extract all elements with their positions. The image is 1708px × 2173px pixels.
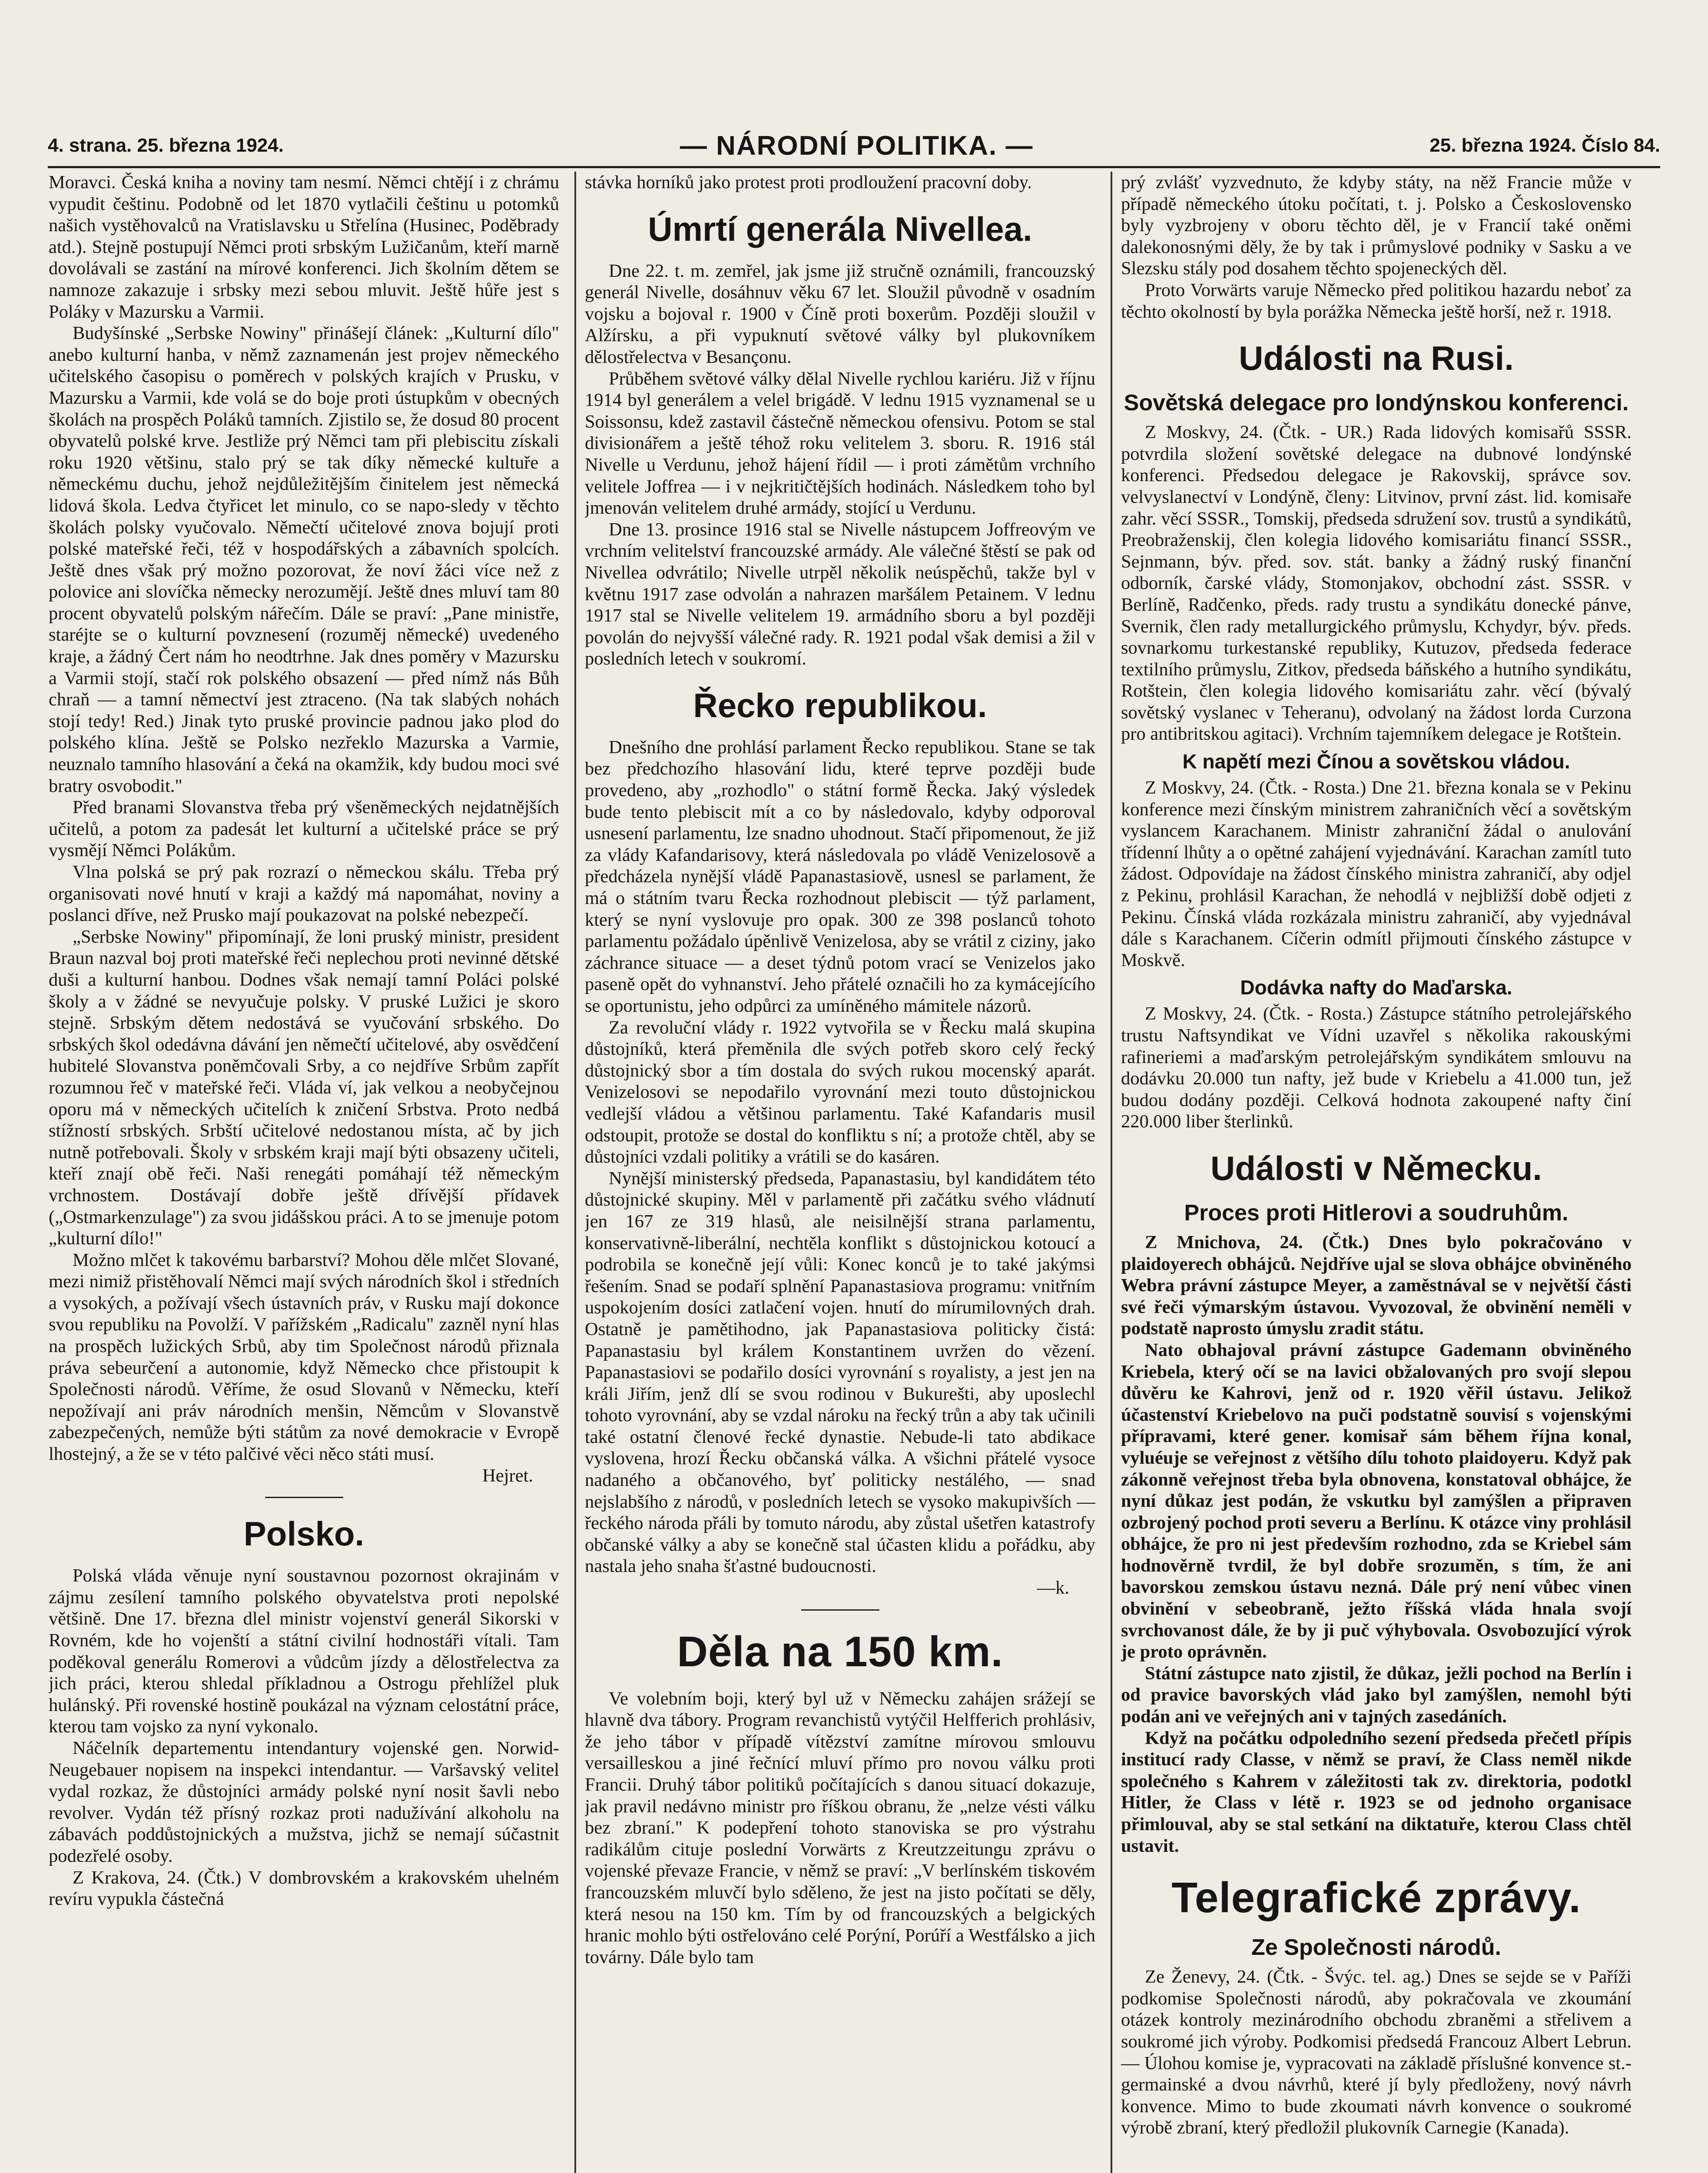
paragraph: Možno mlčet k takovému barbarství? Mohou děle mlčet Slované, mezi nimiž přistěhovalí Němci mají svých národních škol i středních a vysokých, a požívají všech ústavních práv, v Rusku mají dokonce svou republiku na Povolží. V pařížském „Radicalu" zazněl nyní hlas na prospěch lužických Srbů, aby tim Společnost národů přiznala práva sebeurčení a autonomie, když Německo chce přistoupit k Společnosti národů. Věříme, že osud Slovanů v Německu, kteří nepožívají ani práv národních menšin, Němcům v Slovanstvě zabezpečených, nemůže býti státům za nové demokracie v Evropě lhostejný, a že se v této palčivé věci něco státi musí. [49,1249,559,1465]
paragraph: „Serbske Nowiny" připomínají, že loni pruský ministr, president Braun nazval boj proti mateřské řeči neplechou proti nevinné dětské duši a kulturní hanbou. Dodnes však nemají tamní Poláci polské školy a v žádné se nevyučuje polsky. V pruské Lužici je skoro stejně. Srbským dětem nedostává se vyučování srbského. Do srbských škol odedávna dávání jen němečtí učitelové, aby osvědčení hubitelé Slovanstva poněmčovali Srby, a co nejdříve Srbům zapřít rozumnou řeč v mateřské řeči. Vláda ví, jak velkou a neobyčejnou oporu má v německých učitelích k zničení Srbstva. Proto nedbá stížností srbských. Srbští učitelové nedostanou místa, ač by jich nutně potřebovali. Školy v srbském kraji mají býti obsazeny učiteli, kteří znají obě řeči. Naši renegáti pomáhají též německým vrchnostem. Dostávají dobře ještě dřívější přídavek („Ostmarkenzulage") za svou jidášskou práci. A to se jmenuje potom „kulturní dílo!" [49,926,559,1249]
headline-rusi: Události na Rusi. [1239,339,1514,378]
headline-polsko: Polsko. [243,1515,365,1553]
paragraph: Nynější ministerský předseda, Papanastasiu, byl kandidátem této důstojnické skupiny. Měl v parlamentě při začátku svého vládnutí jen 167 ze 319 hlasů, ale neisilnější strana parlamentu, konservativně-liberální, nechtěla konflikt s důstojnickou kotoucí a podrobila se konečně její vůli: Konec konců je to také jakýmsi řešením. Snad se podaří splnění Papanastasiova programu: vnitřním uspokojením dosíci zatlačení vojen. hnutí do mírumilovných drah. Ostatně je pamětihodno, jak Papanastasiova politicky čistá: Papanastasiu byl králem Konstantinem uvržen do vězení. Papanastasiovi se podařilo dosíci vyrovnání s royalisty, a jest jen na králi Jiřím, jenž dlí se svou rodinou v Bukurešti, aby uposlechl tohoto vyrovnání, aby se vzdal nároku na řecký trůn a aby tak učinili také ostatní členové řecké dynastie. Nebude-li tato abdikace vyslovena, hrozí Řecku občanská válka. A všichni přátelé vysoce nadaného a občanového, byť politicky nestálého, — snad nejslabšího z národů, v posledních letech se vysoko makupivších — řeckého národa přáli by tomuto národu, aby zůstal ušetřen katastrofy občanské války a aby se konečně stal účasten klidu a pořádku, aby nastala jeho snaha šťastné budoucnosti. [585,1168,1095,1577]
paragraph: Proto Vorwärts varuje Německo před politikou hazardu neboť za těchto okolností by byla porážka Německa ještě horší, než r. 1918. [1121,279,1632,322]
column-1 [49,172,559,2173]
column-divider [574,172,576,2173]
paragraph: Před branami Slovanstva třeba prý všeněmeckých nejdatnějších učitelů, a potom za padesát let kulturní a učitelské práce se prý vysmějí Němci Polákům. [49,797,559,861]
author-signature: —k. [1037,1578,1069,1598]
headline-nivelle: Úmrtí generála Nivellea. [648,209,1032,248]
paragraph: prý zvlášť vyzvednuto, že kdyby státy, na něž Francie může v případě německého útoku počítati, t. j. Polsko a Československo byly vyzbrojeny v oboru těchto děl, je v Francií také oněmi dalekonosnými děly, že by tak i průmyslové podniky v Sasku a ve Slezsku stály pod dosahem těchto spojeneckých děl. [1121,172,1632,279]
paragraph: Ve volebním boji, který byl už v Německu zahájen srážejí se hlavně dva tábory. Program revanchistů vytýčil Helfferich prohlásiv, že jeho tábor v případě vítězství zamítne mírovou smlouvu versailleskou a jiné řečnící mluví přímo pro novou válku proti Francii. Druhý tábor politiků počítajících s danou situací dokazuje, jak pravil nedávno ministr pro říškou obranu, že „nelze vésti válku bez zbraní." K podepření tohoto stanoviska se pro výstrahu radikálům cituje poslední Vorwärts z Kreutzzeitungu zprávu o vojenské převaze Francie, v němž se praví: „V berlínském tiskovém francouzském mluvčí bylo sděleno, že jest na jisto počítati se děly, která nesou na 150 km. Tím by od francouzských a belgických hranic mohlo býti ostřelováno celé Porýní, Porúří a Westfálsko a jich továrny. Dále bylo tam [585,1688,1095,1967]
divider [265,1497,343,1498]
masthead: — NÁRODNÍ POLITIKA. — [680,130,1034,161]
paragraph: Nato obhajoval právní zástupce Gademann obviněného Kriebela, který očí se na lavici obžalovaných pro svojí slepou důvěru ke Kahrovi, jenž od r. 1920 věřil ústavu. Jelikož účastenství Kriebelovo na puči podstatně souvisí s vojenskými přípravami, které gener. komisař sám během října konal, vyluéuje se veřejnost z většího dílu tohoto plaidoyeru. Když pak zákonně veřejnost třeba byla obnovena, konstatoval obhájce, že nyní důkaz jest podán, že vskutku byl zamýšlen a připraven ozbrojený pochod proti severu a Berlínu. K otázce viny prohlásil obhájce, že pro ni jest především rozhodno, zda se Kriebel sám hodnověrně tvrdil, že byl dobře srozuměn, s tím, že ani bavorskou zemskou ústavu nezná. Dále prý není vůbec vinen obvinění v sebeobraně, ježto říšská vláda hnala svojí svrchovanost dále, že by ji puč výhybovala. Osvobozující výrok je proto oprávněn. [1121,1339,1632,1662]
headline-recko: Řecko republikou. [693,686,987,724]
subheadline: K napětí mezi Čínou a sovětskou vládou. [1182,750,1570,773]
paragraph: Budyšínské „Serbske Nowiny" přinášejí článek: „Kulturní dílo" anebo kulturní hanba, v němž zaznamenán jest projev německého učitelského časopisu o poměrech v polských krajích v Prusku, v Mazursku a Varmii, kde volá se do boje proti ústupkům v obecných školách na prospěch Poláků tamních. Zjistilo se, že dosud 80 procent obyvatelů polské krve. Jestliže prý Němci tam při plebiscitu získali roku 1920 většinu, stalo prý se tak díky německé kultuře a německému duchu, jehož nejdůležitějším činitelem jest německá lidová škola. Ledva čtyřicet let minulo, co se napo-sledy v těchto školách polsky vyučovalo. Němečtí učitelové znova bojují proti polské mateřské řeči, též v hospodářských a zábavních spolcích. Ještě dnes však prý možno pozorovat, že noví žáci více než z polovice ani slovíčka německy nerozumějí. Ještě dnes mluví tam 80 procent obyvatelů polským nářečím. Dále se praví: „Pane ministře, staréjte se o kulturní povznesení (rozuměj německé) uvedeného kraje, a žádný Čert nám ho neodtrhne. Jak dnes poměry v Mazursku a Varmii stojí, stačí rok polského obsazení — před nímž nás Bůh chraň — a tamní němectví jest ztraceno. (Na tak slabých nohách stojí tedy! Red.) Jinak tyto pruské provincie padnou jako plod do polského klína. Ještě se Polsko nezřeklo Mazurska a Varmie, neuznalo tamního hlasování a čeká na okamžik, kdy budou moci své bratry osvobodit." [49,323,559,796]
author-signature: Hejret. [482,1465,533,1486]
paragraph: Z Mnichova, 24. (Čtk.) Dnes bylo pokračováno v plaidoyerech obhájců. Nejdříve ujal se slova obhájce obviněného Webra právní zástupce Meyer, a zaměstnával se v největší části své řeči výmarským ústavou. Vyvozoval, že obvinění neměli v podstatě naprosto úmyslu zradit státu. [1121,1232,1632,1339]
paragraph: Průběhem světové války dělal Nivelle rychlou kariéru. Již v říjnu 1914 byl generálem a velel brigádě. V lednu 1915 vyznamenal se u Soissonsu, kdež zastavil částečně německou ofensivu. Potom se stal divisionářem a ještě téhož roku velitelem 3. sboru. R. 1916 stál Nivelle u Verdunu, jehož hájení řídil — i proti zámětům vrchního velitele Joffrea — i v nejkritičtějších hodinách. Následkem toho byl jmenován velitelem druhé armády, stojící u Verdunu. [585,368,1095,518]
paragraph: Vlna polská se prý pak rozrazí o německou skálu. Třeba prý organisovati nové hnutí v kraji a každý má napomáhat, noviny a poslanci dříve, než Prusko mají poukazovat na polské nebezpečí. [49,862,559,926]
header-left: 4. strana. 25. března 1924. [48,135,284,156]
page-header [48,126,1660,165]
column-2 [585,172,1095,2173]
paragraph: Ze Ženevy, 24. (Čtk. - Švýc. tel. ag.) Dnes se sejde se v Paříži podkomise Společnosti národů, aby pokračovala ve zkoumání otázek kontroly mezinárodního obchodu zbraněmi a střelivem a soukromé jich výroby. Podkomisi předsedá Francouz Albert Lebrun. — Úlohou komise je, vypracovati na základě příslušné konvence st.-germainské a dvou návrhů, které jí byly předloženy, nový návrh konvence. Mimo to bude zkoumati návrh konvence o soukromé výrobě zbraní, který předložil plukovník Carnegie (Kanada). [1121,1967,1632,2138]
column-3 [1121,172,1632,2173]
paragraph: Z Krakova, 24. (Čtk.) V dombrovském a krakovském uhelném revíru vypukla částečná [49,1867,559,1910]
paragraph: Dne 13. prosince 1916 stal se Nivelle nástupcem Joffreovým ve vrchním velitelství francouzské armády. Ale válečné štěstí se pak od Nivellea odvrátilo; Nivelle utrpěl několik neúspěchů, takže byl v květnu 1917 zase odvolán a nahrazen maršálem Petainem. V lednu 1917 stal se Nivelle velitelem 19. armádního sboru a byl později povolán do nejvyšší válečné rady. R. 1921 podal však demisi a žil v posledních letech v soukromí. [585,519,1095,669]
paragraph: Z Moskvy, 24. (Čtk. - Rosta.) Dne 21. března konala se v Pekinu konference mezi čínským ministrem zahraničních věcí a sovětským vyslancem Karachanem. Ministr zahraniční žádal o anulování třídenní lhůty a o opětné zahájení vyjednávání. Karachan zamítl tuto žádost. Odpovídaje na žádost čínského ministra zahraničí, aby odjel z Pekinu, prohlásil Karachan, že nehodlá v nejbližší době odjeti z Pekinu. Čínská vláda rozkázala ministru zahraničí, aby vyjednával dále s Karachanem. Cíčerin odmítl přijmouti čínského zástupce v Moskvě. [1121,777,1632,970]
column-divider [1111,172,1112,2173]
headline-nemecko: Události v Německu. [1211,1149,1542,1187]
paragraph: Náčelník departementu intendantury vojenské gen. Norwid-Neugebauer nopisem na inspekci intendantur. — Varšavský velitel vydal rozkaz, že důstojníci armády polské nyní nosit šavli nebo revolver. Vydán též přísný rozkaz proti nadužívání alkoholu na zábavách poddůstojnických a mužstva, jichž se nemají súčastnit podezřelé osoby. [49,1738,559,1866]
paragraph: stávka horníků jako protest proti prodloužení pracovní doby. [585,172,1032,193]
paragraph: Státní zástupce nato zjistil, že důkaz, ježli pochod na Berlín i od pravice bavorských vlád jako byl zamýšlen, nemohl býti podán ani ve veřejných ani v tajných zasedáních. [1121,1663,1632,1727]
header-rule [48,166,1660,168]
headline-dela: Děla na 150 km. [677,1627,1003,1675]
subheadline: Proces proti Hitlerovi a soudruhům. [1184,1200,1569,1226]
subheadline: Dodávka nafty do Maďarska. [1240,976,1512,999]
paragraph: Moravci. Česká kniha a noviny tam nesmí. Němci chtějí i z chrámu vypudit češtinu. Podobně od let 1870 vytlačili češtinu u potomků našich vystěhovalců na Vratislavsku u Střelína (Husinec, Poděbrady atd.). Stejně postupují Němci proti srbským Lužičanům, kteří marně dovolávali se zastání na mírové konferenci. Jich školním dětem se namnoze zakazuje i srbsky mezi sebou mluvit. Ještě hůře jest s Poláky v Mazursku a Varmii. [49,172,559,322]
subheadline: Sovětská delegace pro londýnskou konferenci. [1124,390,1629,416]
header-right: 25. března 1924. Číslo 84. [1429,135,1660,156]
paragraph: Z Moskvy, 24. (Čtk. - Rosta.) Zástupce státního petrolejářského trustu Naftsyndikat ve Vídni uzavřel s několika rakouskými rafineriemi a maďarským petrolejářským syndikátem smlouvu na dodávku 20.000 tun nafty, jež bude v Kriebelu a 41.000 tun, jež budou dodány později. Celková hodnota zakoupené nafty činí 220.000 liber šterlinků. [1121,1003,1632,1132]
paragraph: Dnešního dne prohlásí parlament Řecko republikou. Stane se tak bez předchozího hlasování lidu, které teprve později bude provedeno, aby „rozhodlo" o státní formě Řecka. Jaký výsledek bude tento plebiscit mít a co by následovalo, kdyby odporoval usnesení parlamentu, lze snadno uhodnout. Stačí připomenout, že již za vlády Kafandarisovy, která následovala po vládě Venizelosově a předcházela nynější vládě Papanastasiově, usnesl se parlament, že má o státním tvaru Řecka rozhodnout plebiscit — týž parlament, který se nyní vyslovuje pro opak. 300 ze 398 poslanců tohoto parlamentu požádalo úpěnlivě Venizelosa, aby se vrátil z ciziny, jako záchrance situace — a deset týdnů potom vrací se Venizelos jako paseně opět do vyhnanství. Jeho přátelé označili ho za kymácejícího se oportunistu, jeho odpůrci za umíněného mámitele názorů. [585,737,1095,1016]
subheadline: Ze Společnosti národů. [1251,1935,1501,1960]
paragraph: Polská vláda věnuje nyní soustavnou pozornost okrajinám v zájmu zesílení tamního polského obyvatelstva proti nepolské většině. Dne 17. března dlel ministr vojenství generál Sikorski v Rovném, kde ho vojenští a státní civilní hodnostáři vítali. Tam poděkoval generálu Romerovi a vůdcům jízdy a dělostřelectva za jich práci, kterou shledal příkladnou a Ostrogu přehlížel pluk hulánský. Při rovenské hostině poukázal na význam celostátní práce, kterou tam vojsko za nyní vykonalo. [49,1565,559,1737]
paragraph: Dne 22. t. m. zemřel, jak jsme již stručně oznámili, francouzský generál Nivelle, dosáhnuv věku 67 let. Sloužil původně v osadním vojsku a bojoval r. 1900 v Číně proti boxerům. Později sloužil v Alžírsku, a při vypuknutí světové války byl plukovníkem dělostřelectva v Besançonu. [585,260,1095,367]
paragraph: Z Moskvy, 24. (Čtk. - UR.) Rada lidových komisařů SSSR. potvrdila složení sovětské delegace na dubnové londýnské konferenci. Předsedou delegace je Rakovskij, správce sov. velvyslanectví v Londýně, členy: Litvinov, první zást. lid. komisaře zahr. věcí SSSR., Tomskij, předseda sdružení sov. trustů a syndikátů, Preobraženskij, člen kolegia lidového komisariátu financí SSSR., Sejnmann, býv. před. sov. stát. banky a žádný ruský finanční odborník, čarské vlády, Stomonjakov, obchodní zást. SSSR. v Berlíně, Radčenko, předs. rady trustu a syndikátu donecké pánve, Svernik, člen rady metallurgického průmyslu, Kchydyr, býv. předs. sovnarkomu turkestanské republiky, Kutuzov, předseda federace textilního průmyslu, Zitkov, předseda báňského a hutního syndikátu, Rotštein, člen kolegia lidového komisariátu zahr. věcí (bývalý sovětský vyslanec v Teheranu), odvolaný na žádost lorda Curzona pro antibritskou agitaci). Vrchním tajemníkem delegace je Rotštein. [1121,422,1632,744]
headline-telegraficke: Telegrafické zprávy. [1171,1874,1581,1922]
paragraph: Když na počátku odpoledního sezení předseda přečetl přípis institucí rady Classe, v němž se praví, že Class neměl nikde společného s Kahrem v záležitosti tak zv. direktoria, podotkl Hitler, že Class v létě r. 1923 se od jednoho organisace přimlouval, aby se stal setkání na diktatuře, kterou Class chtěl ustavit. [1121,1728,1632,1856]
paragraph: Za revoluční vlády r. 1922 vytvořila se v Řecku malá skupina důstojníků, která přeměnila dle svých potřeb skoro celý řecký důstojnický sbor a tím dostala do svých rukou mocenský aparát. Venizelosovi se nepodařilo vyrovnání mezi touto důstojnickou vedlejší vládou a většinou parlamentu. Také Kafandaris musil odstoupit, protože se dostal do konfliktu s ní; a protože chtěl, aby se důstojníci vzdali politiky a vrátili se do kasáren. [585,1017,1095,1167]
divider [801,1609,879,1611]
